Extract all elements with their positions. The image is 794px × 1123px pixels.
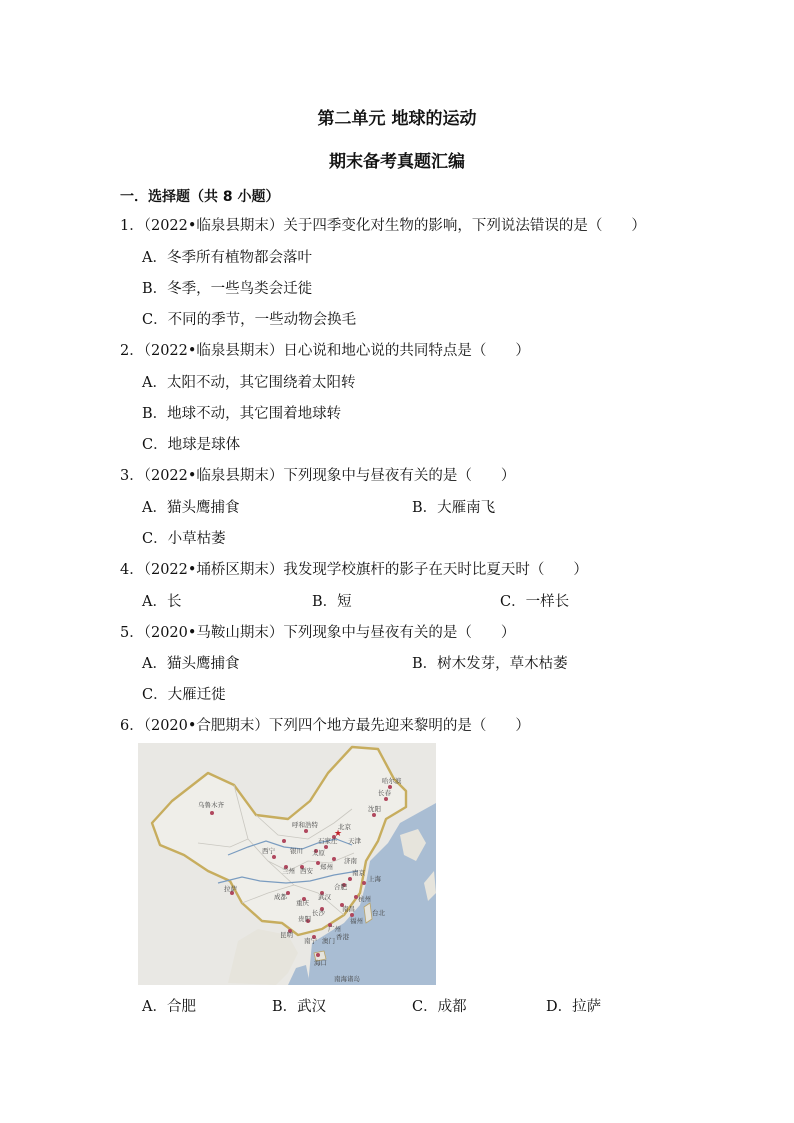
question-3-option-b: B．大雁南飞 <box>412 500 496 516</box>
map-label: 拉萨 <box>224 885 237 893</box>
map-label: 合肥 <box>334 883 347 891</box>
map-label: 台北 <box>372 909 385 917</box>
map-label: 南昌 <box>342 905 355 913</box>
question-2-option-a: A．太阳不动，其它围绕着太阳转 <box>142 375 356 391</box>
map-label: 武汉 <box>318 893 331 901</box>
map-label: 杭州 <box>358 895 371 903</box>
question-1-option-c: C．不同的季节，一些动物会换毛 <box>142 312 357 328</box>
map-label: 西宁 <box>262 847 275 855</box>
map-label: 南京 <box>352 869 365 877</box>
map-label: 福州 <box>350 917 363 925</box>
question-2-option-b: B．地球不动，其它围着地球转 <box>142 406 342 422</box>
question-6-stem: 6．（2020•合肥期末）下列四个地方最先迎来黎明的是（ ） <box>120 718 530 734</box>
question-6-option-b: B．武汉 <box>272 999 327 1015</box>
map-label: 海口 <box>314 959 327 967</box>
question-4-option-c: C．一样长 <box>500 594 570 610</box>
map-label: 昆明 <box>280 931 293 939</box>
question-6-option-a: A．合肥 <box>142 999 196 1015</box>
question-5-option-b: B．树木发芽，草木枯萎 <box>412 656 568 672</box>
question-1-stem: 1．（2022•临泉县期末）关于四季变化对生物的影响，下列说法错误的是（ ） <box>120 218 646 234</box>
svg-text:★: ★ <box>334 829 343 839</box>
map-label: 澳门 <box>322 937 335 945</box>
question-3-option-a: A．猫头鹰捕食 <box>142 500 240 516</box>
question-2-stem: 2．（2022•临泉县期末）日心说和地心说的共同特点是（ ） <box>120 343 530 359</box>
map-label: 南宁 <box>304 937 317 945</box>
map-label: 乌鲁木齐 <box>198 801 224 809</box>
map-label: 广州 <box>328 925 341 933</box>
map-label: 兰州 <box>282 867 295 875</box>
map-label: 长沙 <box>312 909 325 917</box>
map-label: 沈阳 <box>368 805 381 813</box>
map-label: 天津 <box>348 837 361 845</box>
question-4-option-a: A．长 <box>142 594 182 610</box>
question-1-option-b: B．冬季，一些鸟类会迁徙 <box>142 281 313 297</box>
question-4-stem: 4．（2022•埇桥区期末）我发现学校旗杆的影子在天时比夏天时（ ） <box>120 562 588 578</box>
question-3-option-c: C．小草枯萎 <box>142 531 226 547</box>
map-label: 重庆 <box>296 899 309 907</box>
map-label: 上海 <box>368 875 381 883</box>
map-label: 南海诸岛 <box>334 975 360 983</box>
map-label: 太原 <box>312 849 325 857</box>
question-5-option-a: A．猫头鹰捕食 <box>142 656 240 672</box>
map-label: 长春 <box>378 789 391 797</box>
map-label: 香港 <box>336 933 349 941</box>
china-map <box>138 743 436 985</box>
question-1-option-a: A．冬季所有植物都会落叶 <box>142 250 312 266</box>
question-5-stem: 5．（2020•马鞍山期末）下列现象中与昼夜有关的是（ ） <box>120 625 516 641</box>
map-label: 呼和浩特 <box>292 821 318 829</box>
question-6-option-c: C．成都 <box>412 999 467 1015</box>
page-title: 第二单元 地球的运动 <box>317 109 477 129</box>
question-5-option-c: C．大雁迁徙 <box>142 687 226 703</box>
map-label: 西安 <box>300 867 313 875</box>
map-label: 哈尔滨 <box>382 777 402 785</box>
section-heading: 一．选择题（共 8 小题） <box>120 189 280 205</box>
map-label: 郑州 <box>320 863 333 871</box>
question-4-option-b: B．短 <box>312 594 352 610</box>
map-label: 石家庄 <box>318 837 338 845</box>
map-label: 北京 <box>338 823 351 831</box>
map-label: 济南 <box>344 857 357 865</box>
map-label: 成都 <box>274 893 287 901</box>
map-label: 贵阳 <box>298 915 311 923</box>
question-3-stem: 3．（2022•临泉县期末）下列现象中与昼夜有关的是（ ） <box>120 468 516 484</box>
question-2-option-c: C．地球是球体 <box>142 437 241 453</box>
map-label: 银川 <box>290 847 303 855</box>
page-subtitle: 期末备考真题汇编 <box>329 152 465 172</box>
question-6-option-d: D．拉萨 <box>546 999 602 1015</box>
